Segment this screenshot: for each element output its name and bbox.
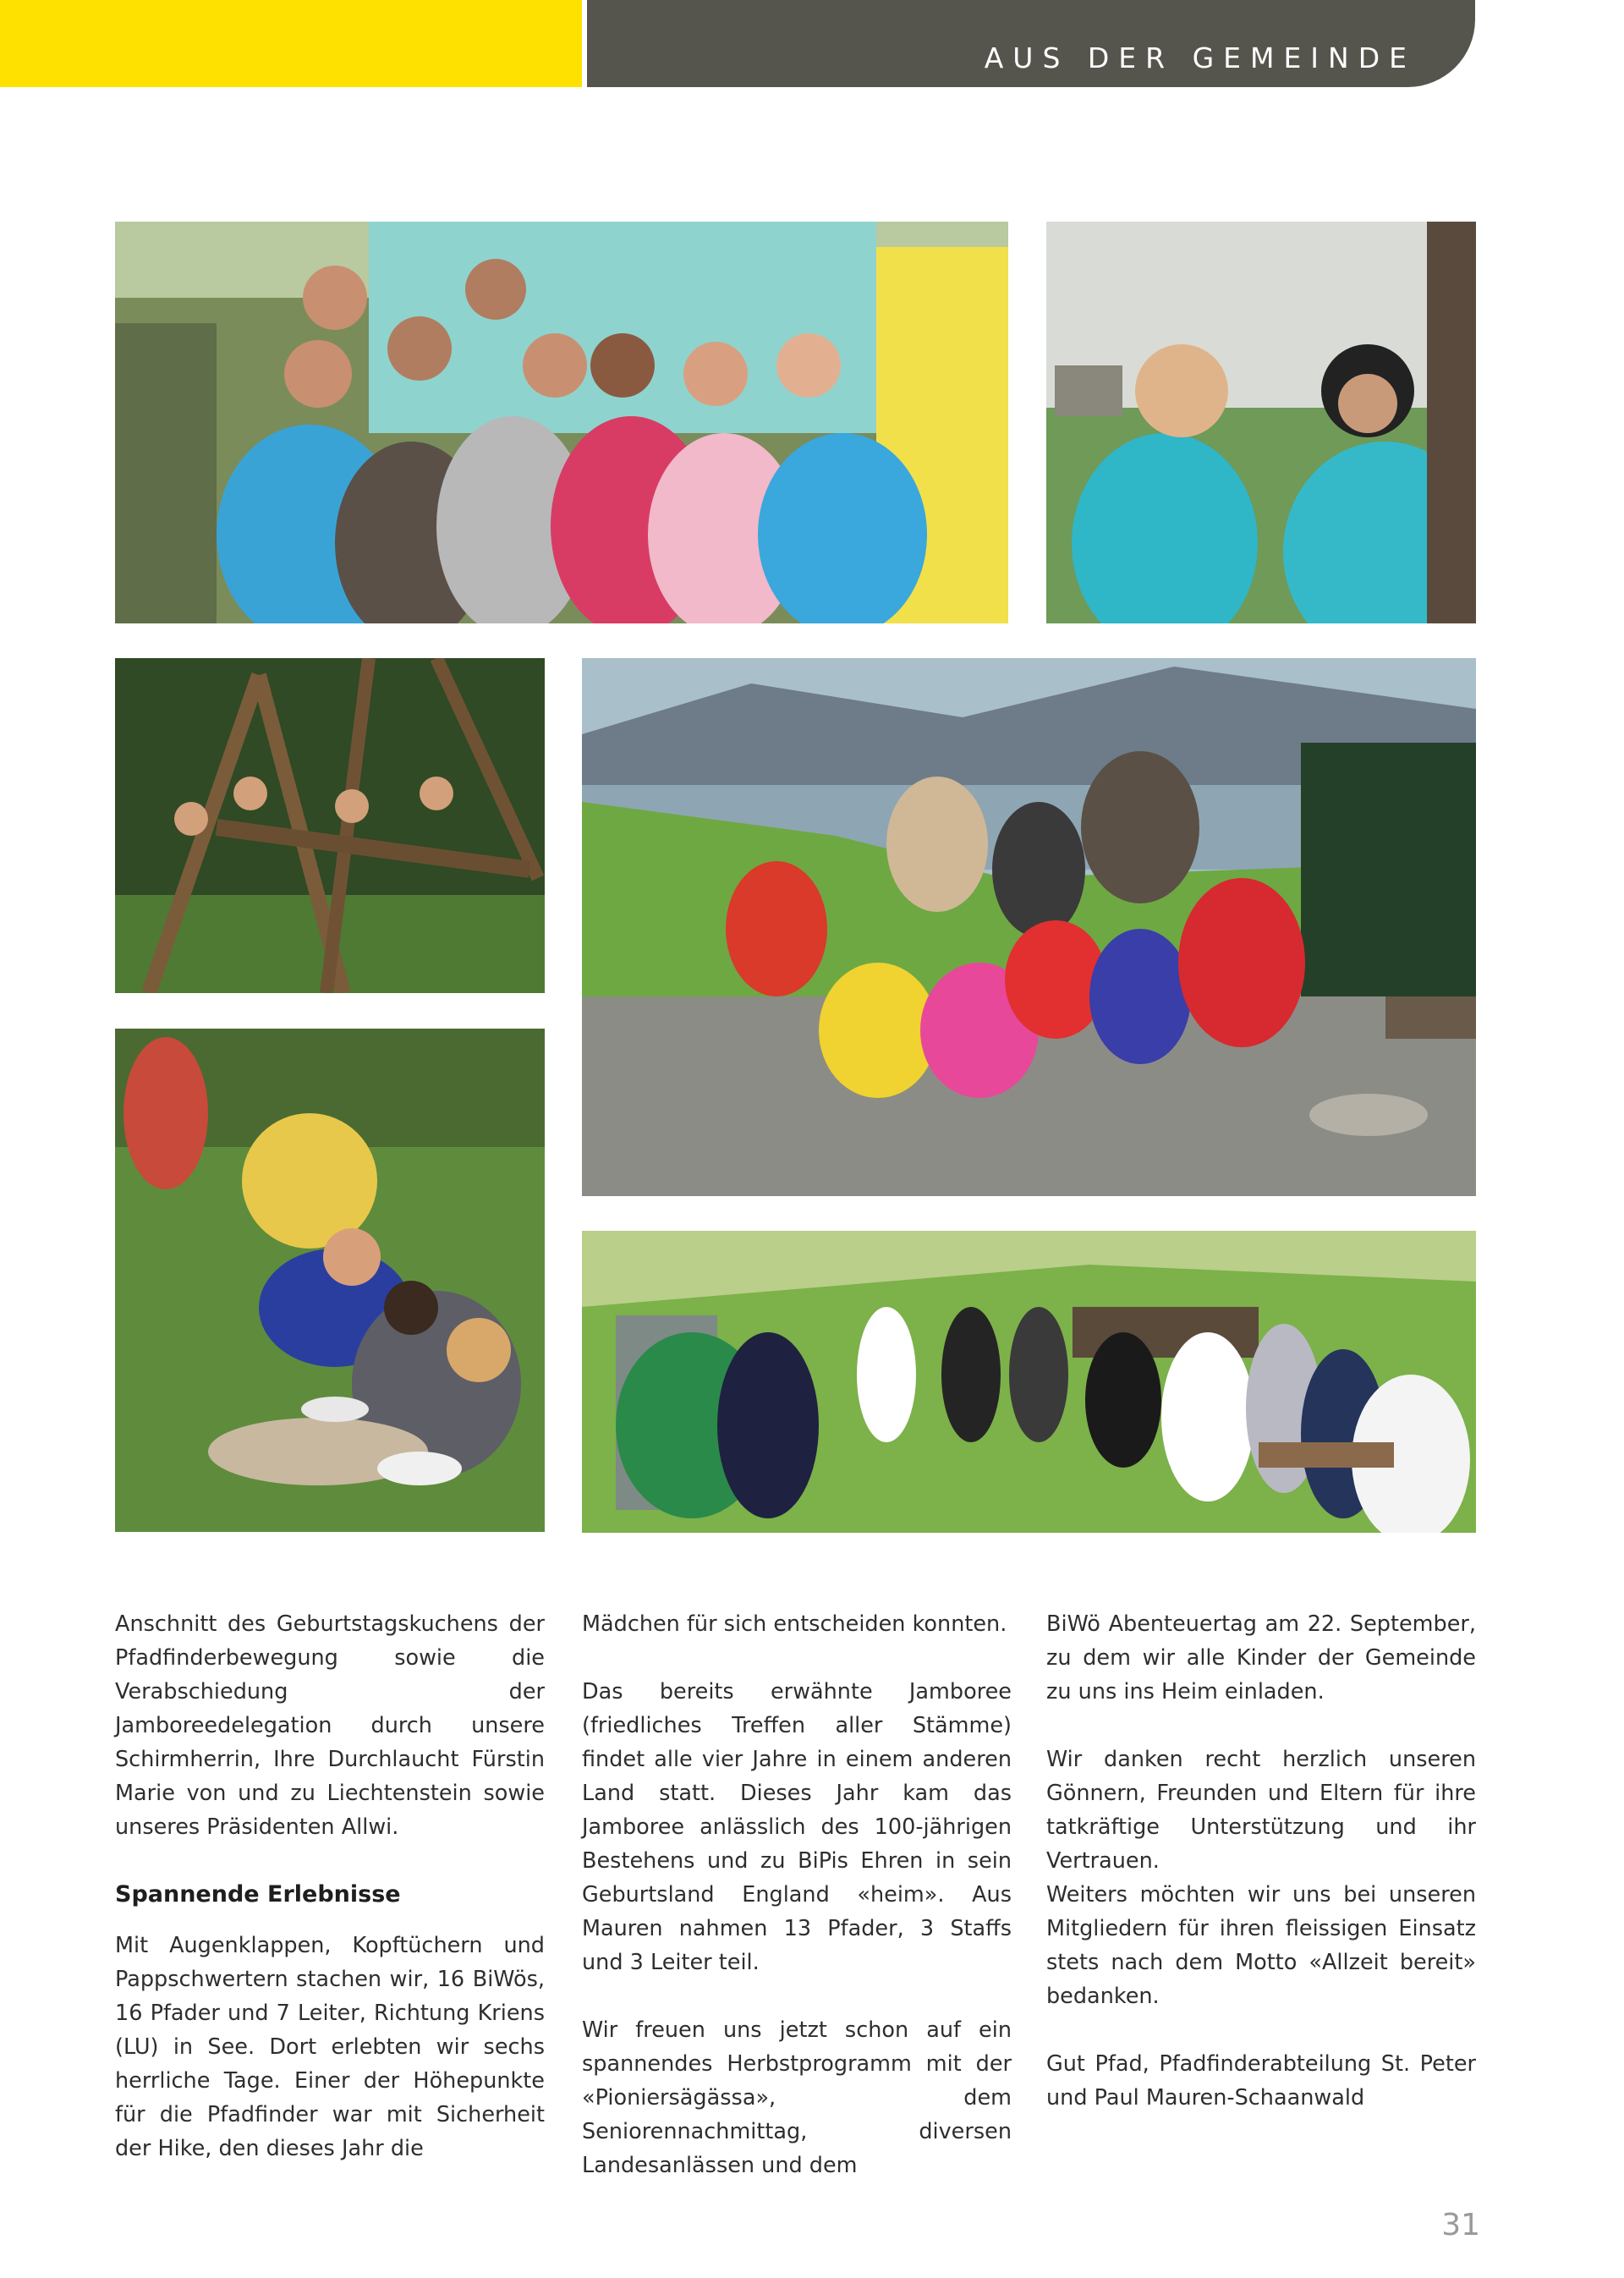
- paragraph: Das bereits erwähnte Jamboree (friedliches Treffen aller Stämme) findet alle vier Jahre in einem anderen Land statt. Dieses Jahr kam das Jamboree anlässlich des 100-jährigen Bestehens und zu BiPis Ehren in sein Geburtsland England «heim». Aus Mauren nahmen 13 Pfader, 3 Staffs und 3 Leiter teil.: [582, 1679, 1012, 1975]
- page-number: 31: [1441, 2208, 1480, 2242]
- photo-stonehenge: [1046, 222, 1476, 623]
- photo-pioneering: [115, 658, 545, 993]
- paragraph: Mit Augenklappen, Kopftüchern und Pappschwertern stachen wir, 16 BiWös, 16 Pfader und 7 Leiter, Richtung Kriens (LU) in See. Dort erlebten wir sechs herrliche Tage. Einer der Höhepunkte für die Pfadfinder war mit Sicherheit der Hike, den dieses Jahr die: [115, 1933, 545, 2161]
- article-column-3: [1046, 1607, 1476, 2115]
- photo-picnic: [115, 1029, 545, 1532]
- photo-jamboree-group: [115, 222, 1008, 623]
- paragraph: Gut Pfad, Pfadfinderabteilung St. Peter und Paul Mauren-Schaanwald: [1046, 2051, 1476, 2111]
- header-bar: [587, 0, 1475, 87]
- paragraph: Mädchen für sich entscheiden konnten.: [582, 1611, 1007, 1637]
- paragraph: BiWö Abenteuertag am 22. September, zu dem wir alle Kinder der Gemeinde zu uns ins Heim einladen.: [1046, 1611, 1476, 1704]
- paragraph: Weiters möchten wir uns bei unseren Mitgliedern für ihren fleissigen Einsatz stets nach dem Motto «Allzeit bereit» bedanken.: [1046, 1882, 1476, 2009]
- photo-mountain-group: [582, 658, 1476, 1196]
- section-heading: Spannende Erlebnisse: [115, 1881, 401, 1907]
- paragraph: Wir danken recht herzlich unseren Gönnern, Freunden und Eltern für ihre tatkräftige Unterstützung und ihr Vertrauen.: [1046, 1747, 1476, 1874]
- photo-meadow-gathering: [582, 1231, 1476, 1533]
- paragraph: Wir freuen uns jetzt schon auf ein spannendes Herbstprogramm mit der «Pioniersägässa», dem Seniorennachmittag, diversen Landesanlässen und dem: [582, 2017, 1012, 2178]
- article-column-2: [582, 1607, 1012, 2182]
- section-title: AUS DER GEMEINDE: [984, 41, 1416, 74]
- header-accent-bar: [0, 0, 582, 87]
- paragraph: Anschnitt des Geburtstagskuchens der Pfadfinderbewegung sowie die Verabschiedung der Jamboreedelegation durch unsere Schirmherrin, Ihre Durchlaucht Fürstin Marie von und zu Liechtenstein sowie unseres Präsidenten Allwi.: [115, 1611, 545, 1840]
- article-column-1: [115, 1607, 545, 2165]
